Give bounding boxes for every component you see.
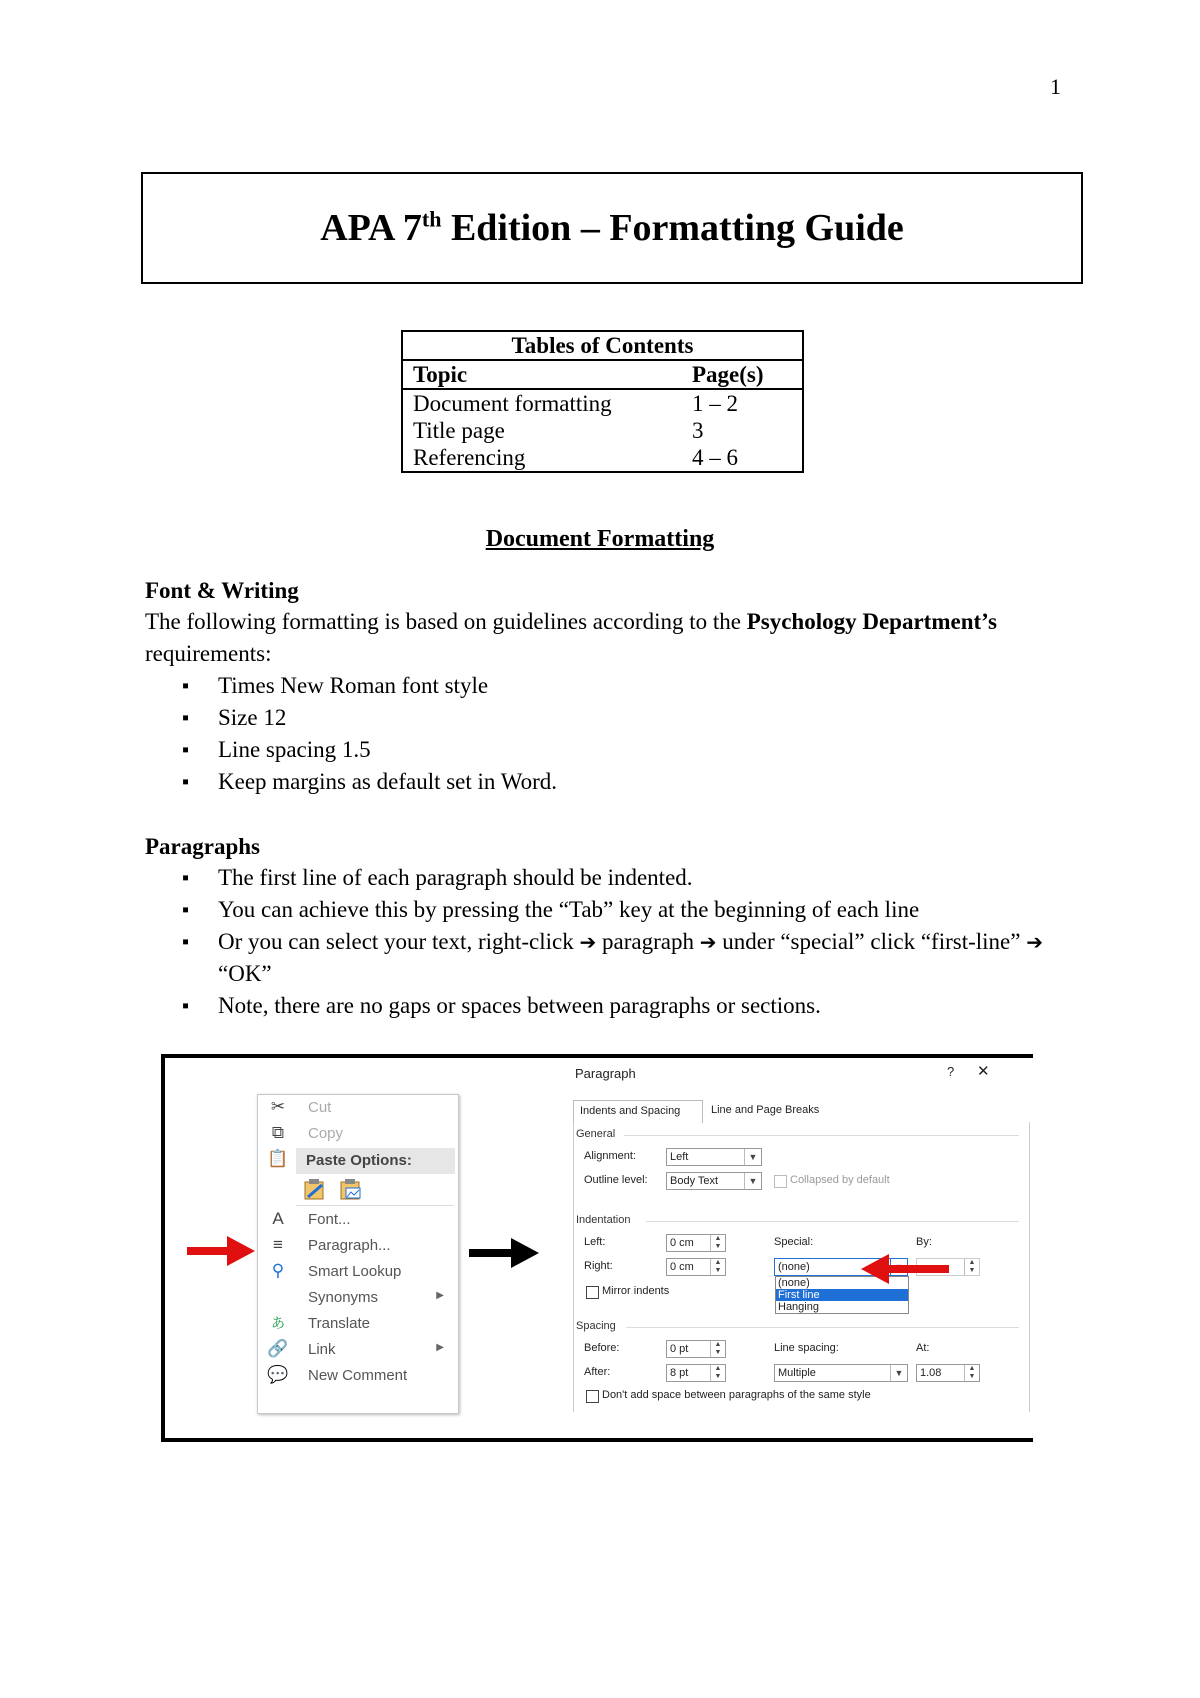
paste-icon: 📋 [267,1149,289,1168]
alignment-select[interactable]: Left ▼ [666,1148,762,1166]
font-icon: A [272,1209,284,1228]
dropdown-option-none[interactable]: (none) [778,1277,810,1289]
tab-indents-spacing[interactable]: Indents and Spacing [573,1100,703,1123]
paste-options-header: Paste Options: [296,1148,455,1174]
outline-level-select[interactable]: Body Text ▼ [666,1172,762,1190]
paragraph-icon: ≡ [273,1235,283,1254]
red-arrow-left-icon [861,1254,951,1284]
by-label: By: [916,1236,932,1248]
collapsed-checkbox[interactable] [774,1175,787,1188]
line-spacing-label: Line spacing: [774,1342,839,1354]
general-group-label: General [576,1128,616,1140]
list-item: ▪ Line spacing 1.5 [145,734,1045,766]
outline-level-label: Outline level: [584,1174,648,1186]
copy-icon: ⧉ [271,1123,285,1142]
arrow-icon: ➔ [1026,930,1043,954]
submenu-arrow-icon: ▶ [436,1290,444,1301]
chevron-down-icon: ▼ [744,1149,761,1165]
spacing-group-label: Spacing [576,1320,616,1332]
spinner-icon: ▲ ▼ [964,1259,979,1275]
paragraph-dialog [565,1058,1033,1438]
collapsed-label: Collapsed by default [790,1174,890,1186]
spinner-icon: ▲ ▼ [710,1341,725,1357]
chevron-down-icon: ▼ [890,1365,907,1381]
font-writing-heading: Font & Writing [145,578,299,603]
dont-add-space-label: Don't add space between paragraphs of the same style [602,1389,871,1401]
font-writing-intro: The following formatting is based on guidelines according to the Psychology Department’s requirements: [145,609,997,666]
menu-item-new-comment[interactable]: 💬 New Comment [267,1365,408,1384]
context-menu [257,1094,459,1414]
toc-caption: Tables of Contents [402,331,803,360]
menu-item-copy[interactable]: ⧉ Copy [258,1121,456,1147]
after-input[interactable]: 8 pt ▲ ▼ [666,1364,726,1382]
spinner-icon: ▲ ▼ [710,1365,725,1381]
paragraphs-list [145,862,1045,1022]
comment-icon: 💬 [267,1365,289,1384]
table-of-contents [401,330,804,473]
toc-header-topic: Topic [402,360,682,389]
left-indent-input[interactable]: 0 cm ▲ ▼ [666,1234,726,1252]
translate-icon: あ [271,1315,285,1331]
list-item: ▪ Keep margins as default set in Word. [145,766,1045,798]
arrow-icon: ➔ [699,930,717,954]
table-row: Document formatting 1 – 2 [413,391,738,416]
paste-option-buttons [298,1177,418,1203]
menu-item-cut[interactable]: ✂ Cut [258,1095,456,1121]
menu-item-translate[interactable]: あ Translate [258,1311,456,1337]
list-item: ▪ You can achieve this by pressing the “Tab” key at the beginning of each line [145,894,1045,926]
menu-item-paragraph[interactable]: ≡ Paragraph... [258,1233,456,1259]
mirror-indents-checkbox[interactable] [586,1286,599,1299]
indentation-group-label: Indentation [576,1214,631,1226]
list-item: ▪ The first line of each paragraph should be indented. [145,862,1045,894]
spinner-icon: ▲ ▼ [964,1365,979,1381]
screenshot-figure [161,1054,1033,1442]
menu-item-link[interactable]: 🔗 Link ▶ [267,1339,444,1358]
page-number: 1 [1050,74,1061,99]
right-indent-label: Right: [584,1260,613,1272]
list-item: ▪ Or you can select your text, right-click ➔ paragraph ➔ under “special” click “first-line” ➔ “OK” [145,926,1045,990]
left-indent-label: Left: [584,1236,606,1248]
dialog-title: Paragraph [575,1066,636,1081]
document-title: APA 7th Edition – Formatting Guide [320,206,904,249]
spinner-icon: ▲ ▼ [710,1259,725,1275]
paragraphs-heading: Paragraphs [145,834,260,859]
list-item: ▪ Size 12 [145,702,1045,734]
tab-line-page-breaks[interactable]: Line and Page Breaks [711,1104,820,1116]
dont-add-space-checkbox[interactable] [586,1390,599,1403]
red-arrow-icon [187,1236,257,1266]
title-box [141,172,1083,284]
at-label: At: [916,1342,930,1354]
after-label: After: [584,1366,611,1378]
table-row: Title page 3 [413,418,704,443]
menu-item-font[interactable]: A Font... [258,1207,456,1233]
scissors-icon: ✂ [270,1097,286,1116]
black-arrow-icon [469,1238,541,1268]
right-indent-input[interactable]: 0 cm ▲ ▼ [666,1258,726,1276]
spinner-icon: ▲ ▼ [710,1235,725,1251]
table-row: Referencing 4 – 6 [413,445,738,470]
menu-item-smart-lookup[interactable]: ⚲ Smart Lookup [258,1259,456,1285]
help-icon[interactable]: ? [947,1064,955,1079]
special-select[interactable]: (none) [774,1258,908,1276]
at-input[interactable]: 1.08 ▲ ▼ [916,1364,980,1382]
font-writing-list [145,670,1045,798]
list-item: ▪ Times New Roman font style [145,670,1045,702]
link-icon: 🔗 [267,1339,289,1358]
arrow-icon: ➔ [579,930,597,954]
list-item: ▪ Note, there are no gaps or spaces between paragraphs or sections. [145,990,1045,1022]
before-label: Before: [584,1342,620,1354]
section-heading: Document Formatting [485,526,715,552]
toc-header-pages: Page(s) [682,360,803,389]
mirror-indents-label: Mirror indents [602,1285,670,1297]
submenu-arrow-icon: ▶ [436,1342,444,1353]
search-icon: ⚲ [271,1261,285,1280]
dialog-panel [573,1122,1030,1412]
paste-keep-format-icon[interactable] [302,1177,328,1201]
paste-picture-icon[interactable] [338,1177,364,1201]
before-input[interactable]: 0 pt ▲ ▼ [666,1340,726,1358]
alignment-label: Alignment: [584,1150,636,1162]
dropdown-option-first-line[interactable]: First line [776,1289,908,1301]
special-label: Special: [774,1236,814,1248]
dropdown-option-hanging[interactable]: Hanging [778,1301,819,1313]
chevron-down-icon: ▼ [744,1173,761,1189]
close-icon[interactable]: ✕ [977,1063,990,1080]
line-spacing-select[interactable]: Multiple ▼ [774,1364,908,1382]
menu-item-synonyms[interactable]: Synonyms ▶ [308,1289,444,1306]
